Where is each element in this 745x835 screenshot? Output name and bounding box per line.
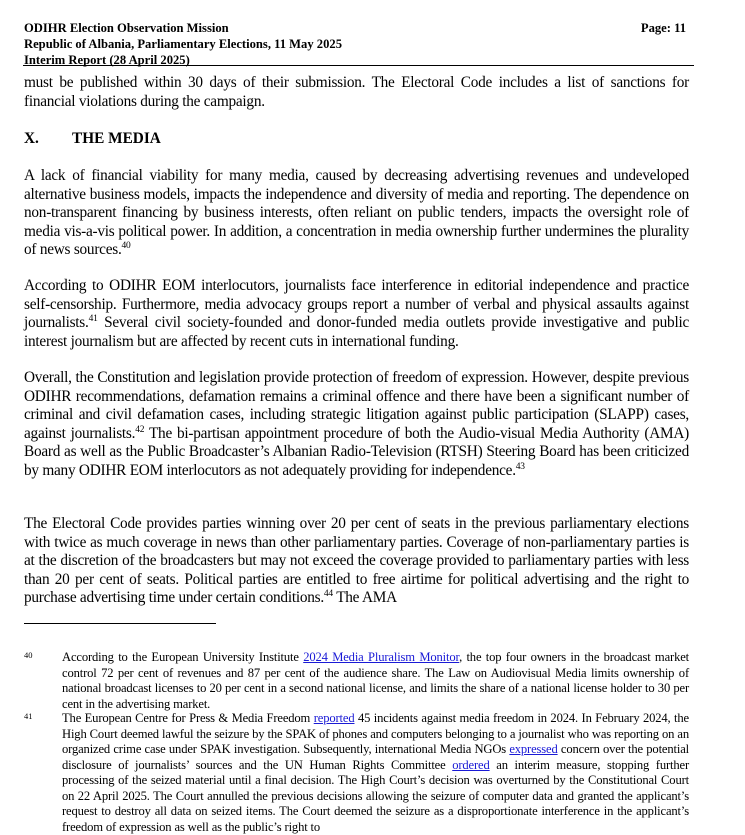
paragraph-text: The bi-partisan appointment procedure of both the Audio-visual Media Authority (AMA) Board as well as the Public Broadcaster’s Albanian Radio-Television (RTSH) Steering Board has been criticized by many ODIHR EOM interlocutors as not adequately providing for independence.	[24, 424, 689, 479]
header-mission-title: ODIHR Election Observation Mission	[24, 21, 229, 35]
footnote-text: an interim measure, stopping further processing of the seized material until a final decision. The High Court’s decision was overturned by the Constitutional Court on 22 April 2025. The Court annulled the previous decisions allowing the seizure of computer data and granted the applicant’s request to destroy all data on seized items. The Court deemed the seizure as a disproportionate interference in the applicant’s freedom of expression as well as the public’s right to	[62, 757, 689, 834]
reported-link[interactable]: reported	[313, 711, 355, 725]
footnote-ref-41[interactable]: 41	[88, 314, 98, 325]
continuation-paragraph	[24, 74, 689, 111]
header-election-title: Republic of Albania, Parliamentary Elections, 11 May 2025	[24, 37, 342, 51]
footnote-separator	[24, 623, 216, 624]
footnote-text: concern over the potential disclosure of journalists’ sources and the UN Human Rights Committee	[62, 742, 689, 772]
media-pluralism-monitor-link[interactable]: 2024 Media Pluralism Monitor	[303, 650, 460, 664]
section-number: X.	[24, 130, 39, 147]
paragraph-text: Several civil society-founded and donor-funded media outlets provide investigative and public interest journalism but are affected by recent cuts in international funding.	[24, 314, 689, 350]
paragraph-freedom-of-expression	[24, 369, 689, 481]
paragraph-text: A lack of financial viability for many media, caused by decreasing advertising revenues and undeveloped alternative business models, impacts the independence and diversity of media and reporting. The dependence on non-transparent financing by business interests, often reliant on public tenders, impacts the oversight role of media vis-a-vis political power. In addition, a concentration in media ownership further undermines the plurality of news sources.	[24, 167, 689, 259]
footnote-number: 41	[24, 711, 33, 721]
footnote-40	[24, 650, 689, 712]
footnote-ref-43[interactable]: 43	[515, 461, 525, 472]
footnote-ref-44[interactable]: 44	[323, 589, 333, 600]
page-number: Page: 11	[640, 21, 686, 35]
footnote-text: The European Centre for Press & Media Freedom	[62, 711, 314, 725]
footnote-ref-42[interactable]: 42	[135, 424, 145, 435]
footnote-text: 45 incidents against media freedom in 2024. In February 2024, the High Court deemed lawful the seizure by the SPAK of phones and computers belonging to a journalist who was reporting on an organized crime case under SPAK investigation. Subsequently, international Media NGOs	[62, 711, 689, 756]
header-divider	[23, 65, 694, 66]
section-title: THE MEDIA	[72, 130, 161, 147]
footnote-text: , the top four owners in the broadcast market control 72 per cent of revenues and 87 per cent of the audience share. The Law on Audiovisual Media limits ownership of national broadcast licenses to 20 per cent in a second national license, and limits the share of a national license holder to 30 per cent in the advertising market.	[62, 650, 689, 711]
footnote-number: 40	[24, 650, 33, 660]
footnote-ref-40[interactable]: 40	[121, 241, 131, 252]
paragraph-text: Overall, the Constitution and legislation provide protection of freedom of expression. However, despite previous ODIHR recommendations, defamation remains a criminal offence and there have been a significant number of criminal and civil defamation cases, including strategic litigation against public participation (SLAPP) cases, against journalists.	[24, 369, 689, 442]
paragraph-text: The AMA	[332, 589, 397, 607]
paragraph-electoral-code-coverage	[24, 515, 689, 608]
paragraph-text: must be published within 30 days of their submission. The Electoral Code includes a list of sanctions for financial violations during the campaign.	[24, 74, 689, 110]
footnote-text: According to the European University Institute	[62, 650, 304, 664]
paragraph-financial-viability	[24, 167, 689, 260]
expressed-link[interactable]: expressed	[509, 742, 558, 756]
footnote-41	[24, 711, 689, 835]
ordered-link[interactable]: ordered	[452, 757, 490, 772]
section-heading	[24, 130, 161, 148]
running-header	[24, 20, 689, 68]
paragraph-text: According to ODIHR EOM interlocutors, journalists face interference in editorial independence and practice self-censorship. Furthermore, media advocacy groups report a number of verbal and physical assaults against journalists.	[24, 277, 689, 332]
paragraph-text: The Electoral Code provides parties winning over 20 per cent of seats in the previous parliamentary elections with twice as much coverage in news than other parliamentary parties. Coverage of non-parliamentary parties is at the discretion of the broadcasters but may not exceed the coverage provided to parliamentary parties with less than 20 per cent of seats. Political parties are entitled to free airtime for political advertising and the right to purchase advertising time under certain conditions.	[24, 515, 689, 607]
paragraph-journalist-interference	[24, 277, 689, 351]
header-report-title: Interim Report (28 April 2025)	[24, 53, 190, 67]
